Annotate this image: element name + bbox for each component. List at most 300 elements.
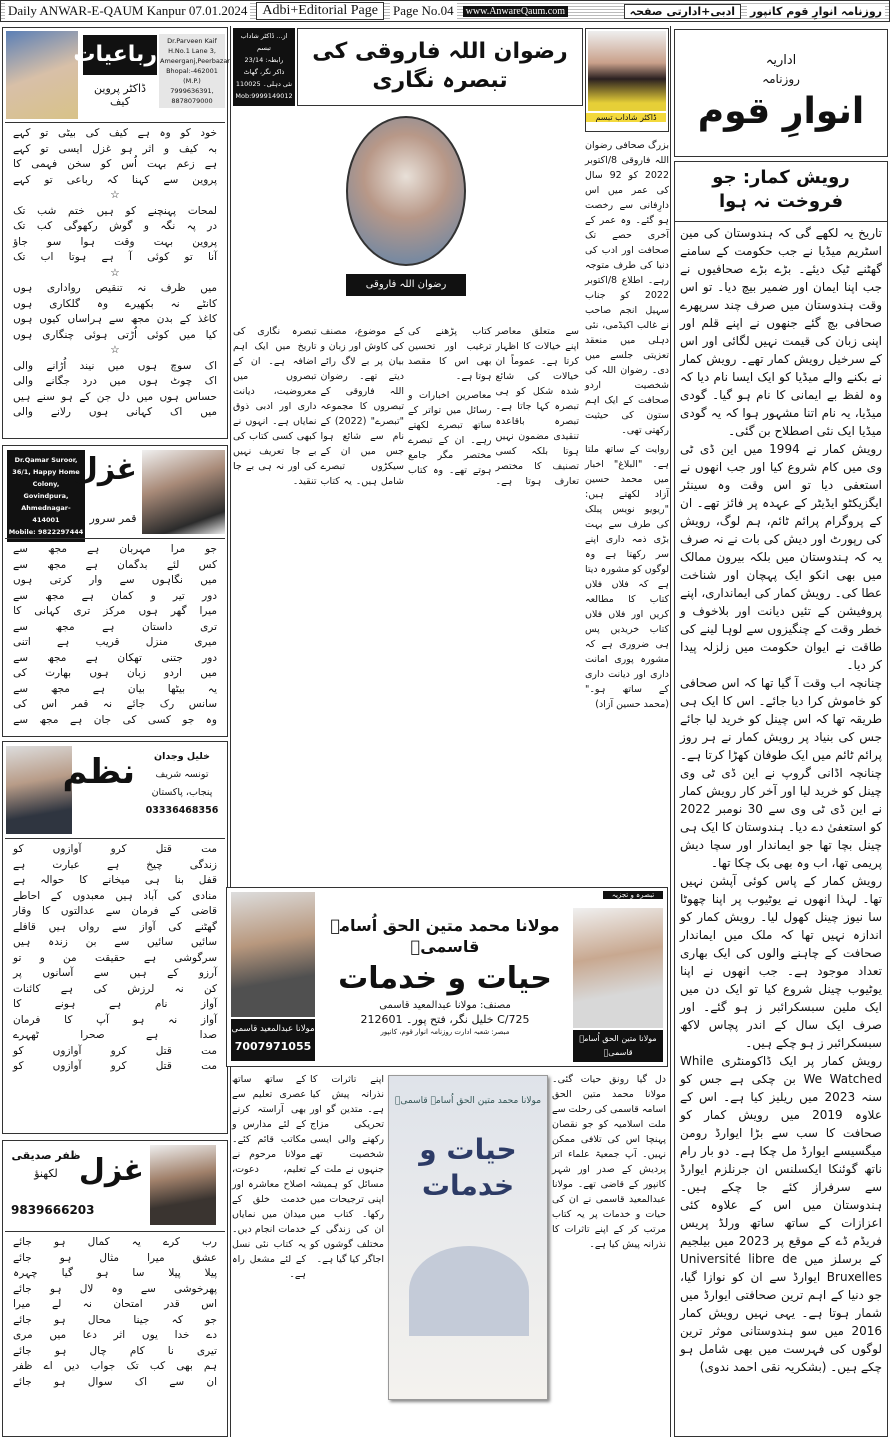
poem-word: معبدوں	[72, 889, 105, 902]
poem-word: رواں	[78, 920, 100, 933]
poem-word: بدن	[156, 313, 173, 325]
poem-word: میری	[194, 636, 217, 648]
poem-word: کرو	[110, 1044, 127, 1057]
poem-word: نام	[154, 998, 168, 1010]
poem-word: ہیں	[129, 967, 147, 979]
poem-word: اثر	[142, 142, 155, 155]
poem-word: سے	[119, 574, 135, 586]
poem-word: ہیں	[13, 390, 31, 403]
ghazal-poem	[5, 538, 225, 731]
poem-word: غزل	[92, 142, 112, 155]
nazm-poem	[5, 838, 225, 1078]
poem-word: تیر	[172, 589, 185, 602]
poem-word: کرو	[110, 1060, 127, 1072]
poem-word: کی	[85, 127, 100, 139]
poem-word: آوازوں	[52, 1060, 82, 1072]
poem-word: تو	[13, 951, 22, 964]
poem-word: ہونے	[54, 998, 76, 1010]
poem-word: سے	[93, 967, 109, 979]
poem-word: کیف	[179, 142, 199, 155]
poem-word: سے	[13, 543, 28, 555]
poet-details	[139, 748, 225, 820]
poem-word: میخانے	[102, 874, 131, 886]
poem-word: یوں	[141, 1329, 158, 1341]
poem-word: بنا	[174, 874, 184, 886]
poem-word: بہ	[207, 142, 217, 155]
poem-word: ہوں	[137, 359, 158, 372]
poem-word: والی	[13, 375, 34, 387]
poem-word: کو	[13, 843, 24, 855]
poem-word: کہ	[171, 1313, 183, 1326]
poem-word: بیٹھا	[167, 682, 186, 695]
poem-word: میں	[200, 574, 217, 586]
poem-word: قتل	[155, 843, 172, 855]
poem-word: ہے	[204, 158, 217, 170]
poem-word: سے	[13, 558, 28, 571]
poem-word: سخن	[67, 158, 91, 170]
poem-word: قدر	[164, 1298, 180, 1310]
poem-word: مرکز	[103, 605, 126, 617]
poem-word: ان	[206, 1375, 217, 1388]
section-title: نظم	[62, 752, 135, 792]
poem-word: کی	[13, 667, 27, 679]
poem-line	[13, 1297, 217, 1313]
poem-word: سے	[13, 682, 29, 695]
separator-star: ☆	[110, 344, 120, 356]
article-paragraph: بزرگ صحافی رضوان اللہ فاروقی 8/اکتوبر 2022 کو 92 سال کی عمر میں اس دارِفانی سے رخصت ہو گئے۔ وہ عمر کے آخری حصے تک صحافت اور ادب کی دنیا کی طرف متوجہ رہے۔ اطلاع 8/اکتوبر 2022 کو جناب سہیل انجم صاحب نے غالب اکیڈمی، نئی دہلی میں منعقد تعزیتی جلسے میں دی۔ رضوان اللہ کی شخصیت اردو صحافت کے ایک اہم ستون کی حیثیت رکھتی تھی۔	[585, 140, 669, 436]
subject-photo	[346, 116, 466, 266]
reviewer: مبصر: شعبہ ادارت روزنامہ انوار قوم، کانپور	[380, 1028, 510, 1037]
poem-word: آوازوں	[52, 843, 82, 855]
poem-word: ہو	[61, 390, 73, 403]
poem-word: پر	[13, 967, 22, 979]
editorial-body	[675, 222, 887, 1378]
byline-line: نئی دہلی۔ 110025	[235, 80, 293, 88]
poem-word: و	[150, 589, 156, 602]
poem-word: سے	[163, 173, 179, 186]
poem-word: ہو	[59, 1251, 72, 1264]
poem-word: ہراساں	[67, 313, 103, 325]
poem-word: تو	[184, 251, 193, 263]
poem-word: سرگوشی	[174, 951, 217, 964]
poem-word: سے	[112, 920, 127, 933]
poem-word: جواب	[90, 1360, 116, 1372]
poem-word: چال	[89, 1344, 107, 1357]
address-line: Mobile: 9822297444	[8, 528, 84, 536]
ghazal-zafar-section	[2, 1140, 228, 1437]
article-headline: رضوان اللہ فاروقی کی تبصرہ نگاری	[312, 39, 568, 93]
poet-country: پنجاب، پاکستان	[151, 787, 213, 798]
poem-word: کہانی	[126, 406, 153, 418]
ghazal-poem	[5, 1231, 225, 1393]
poem-word: کو	[180, 127, 191, 139]
editorial-paragraph: رویش کمار پر ایک ڈاکومنٹری While We Watched بن چکی ہے جس کو سنہ 2023 میں ریلیز کیا ہے۔ اس کے علاوہ 2019 میں رویش کمار کو صحافت کا سب سے بڑا ایوارڈ رومن میگسیسے ایوارڈ مل چکا ہے۔ دو بار رام ناتھ گوئنکا ایکسلنس ان جرنلزم ایوارڈ سے سرفراز کئے جا چکے ہیں۔ ہندوستان میں اس کے علاوہ کئی اعزازات کے ساتھ ساتھ ورلڈ پریس فریڈم ڈے کے موقع پر 2023 میں بیلجیم کے برسلز میں Université libre de Bruxelles ایوارڈ سے ان کو نوازا گیا، جو دنیا کے اہم ترین صحافتی ایوارڈ میں شمار ہوتا ہے۔ یہی نہیں رویش کمار 2016 میں سو ہندوستانی موثر ترین لوگوں کی فہرست میں بھی شامل ہو چکے ہیں۔ (بشکریہ نقی احمد ندوی)	[680, 1053, 883, 1374]
poem-line	[13, 1059, 217, 1075]
poem-word: کن	[204, 982, 217, 995]
poem-line	[13, 858, 217, 874]
poem-line	[13, 1235, 217, 1251]
poem-word: میرا	[199, 605, 217, 617]
poem-word: یہ	[131, 1236, 141, 1248]
poem-line	[13, 328, 217, 344]
poem-word: گھر	[170, 605, 187, 617]
poem-line	[13, 359, 217, 375]
poem-word: و	[39, 951, 45, 964]
kicker: تبصرہ و تجزیہ	[603, 891, 663, 899]
paper-name: انوارِ قوم	[697, 90, 865, 132]
poem-word: منزل	[145, 636, 168, 648]
poem-word: ہے	[143, 951, 157, 964]
poem-word: کی	[13, 698, 27, 710]
poem-word: وقت	[114, 235, 135, 248]
poem-line	[13, 173, 217, 189]
poem-word: ٹھہرے	[13, 1029, 39, 1041]
poem-word: پیلا	[204, 1267, 217, 1279]
poem-word: کوئی	[146, 328, 169, 341]
poet-photo	[142, 450, 225, 534]
poem-word: قتل	[155, 1044, 172, 1057]
poem-word: عشق	[192, 1251, 217, 1264]
address-line: H.No.1 Lane 3,	[168, 47, 216, 55]
address-line: 7999636391,	[170, 87, 214, 95]
poem-word: کا	[13, 158, 22, 170]
poem-word: ہو	[49, 1282, 62, 1295]
poem-word: ہو	[132, 1013, 145, 1026]
poem-word: خود	[200, 127, 217, 139]
poem-word: کو	[125, 204, 136, 217]
poem-line	[13, 697, 217, 713]
book-cover-title: حیات و خدمات	[419, 1133, 517, 1203]
editorial-masthead	[674, 29, 888, 157]
article-paragraph: کے ساتھ ساتھ عصری تعلیم سے بھی آراستہ کرنے کے لئے مدارس و مکاتب قائم کئے۔ مولانا مرحوم نے تعلیم، دعوت، اصلاح معاشرہ اور خدمت خلق کے میدان میں نمایاں خدمات انجام دیں۔ یہ کتاب نئی نسل کے لئے مشعل راہ ہے۔	[232, 1074, 306, 1280]
poem-word: جو	[205, 543, 217, 555]
section-title: غزل	[71, 452, 137, 487]
poem-line	[13, 1251, 217, 1267]
poem-word: رلانے	[50, 406, 71, 418]
column-divider	[230, 26, 231, 1437]
poem-word: جتنی	[161, 651, 183, 664]
poem-word: کہنا	[131, 173, 150, 186]
poem-word: سنے	[36, 390, 55, 403]
poem-word: ہے	[102, 620, 115, 633]
poem-word: قفل	[198, 874, 217, 886]
poet-place: لکھنؤ	[34, 1167, 58, 1180]
poem-word: میں	[200, 282, 217, 294]
poem-word: ظرف	[160, 282, 186, 294]
poem-word: ہوا	[80, 235, 95, 248]
poem-line	[13, 281, 217, 297]
poem-word: سائیں	[147, 936, 174, 948]
poem-word: کو	[100, 158, 112, 170]
poem-word: بہت	[153, 235, 174, 248]
poem-word: چہرہ	[13, 1267, 38, 1279]
poem-word: رکھوگی	[63, 220, 98, 232]
poem-word: من	[63, 951, 77, 964]
poem-word: کا	[79, 874, 88, 886]
daily-label: روزنامہ	[762, 71, 800, 86]
poem-word: ہے	[85, 651, 99, 664]
poem-word: چوٹ	[170, 375, 193, 387]
poet-address	[159, 34, 230, 108]
poem-word: سے	[13, 589, 28, 602]
poem-word: جاؤ	[13, 235, 28, 248]
poem-word: کیف	[108, 127, 128, 139]
poet-photo	[6, 31, 78, 119]
poem-word: حقیقت	[94, 951, 126, 964]
poem-word: نگاہوں	[151, 574, 183, 586]
poem-word: کے	[167, 967, 179, 979]
poem-line	[13, 142, 217, 158]
poem-word: سے	[105, 905, 121, 917]
subject-caption: رضوان اللہ فاروقی	[346, 274, 466, 296]
poem-line	[13, 666, 217, 682]
article-headline-box	[297, 28, 583, 106]
poem-word: ہے	[13, 874, 26, 886]
poem-word: خدا	[174, 1329, 190, 1341]
poet-photo	[150, 1145, 216, 1225]
farooqui-article	[233, 28, 669, 883]
poem-word: کی	[93, 982, 108, 995]
poem-word: نہ	[170, 297, 180, 310]
article-subheadline: حیات و خدمات	[338, 961, 552, 997]
section-title: رباعیات	[83, 35, 157, 75]
poem-word: میں	[200, 406, 217, 418]
poem-word: ہے	[85, 558, 98, 571]
poem-word: کس	[198, 558, 217, 571]
poem-word: جن	[96, 390, 112, 403]
poem-word: مرا	[170, 543, 186, 555]
poem-word: کی	[168, 920, 183, 933]
poem-word: سے	[13, 651, 29, 664]
poem-line	[13, 1359, 217, 1375]
poem-word: بکھیرے	[125, 297, 154, 310]
book-author: مصنف: مولانا عبدالمعید قاسمی	[379, 1000, 511, 1012]
editorial-paragraph: رویش کمار نے 1994 میں این ڈی ٹی وی میں کام شروع کیا اور جب انھوں نے استعفی دیا تو اس وقت وہ سینئر ایگزیکٹو ایڈیٹر کے عہدہ پر فائز تھے۔ ان کے پروگرام پرائم ٹائم، ہم لوگ، رویش کی رپورٹ اور دیش کی بات نے نہ صرف یہ کہ ہندوستان میں بلکہ بیرون ممالک میں بھی انکو ایک پہچان اور شناخت عطا کی۔ رویش کمار کی ایمانداری، اپنے پروفیشن کے تئیں دیانت اور بلاخوف و خطر وقت کے چنگیزوں سے لوہا لینے کی طاقت نے ایوان حکومت میں زلزلہ پیدا کر دیا۔	[680, 441, 882, 672]
poem-line	[13, 935, 217, 951]
poem-word: زندہ	[48, 936, 68, 948]
poem-word: جائے	[13, 1313, 32, 1326]
poem-word: ظفر	[13, 1360, 33, 1372]
website-link[interactable]: www.AnwareQaum.com	[463, 6, 568, 17]
poem-word: ہوئی	[84, 328, 108, 341]
separator-star: ☆	[110, 189, 120, 201]
nazm-section	[2, 741, 228, 1134]
article-columns	[233, 324, 579, 489]
poem-line	[13, 157, 217, 173]
book-address: C/725 خلیل نگر، فتح پور۔ 212601	[360, 1013, 530, 1027]
poem-word: کام	[129, 1344, 145, 1357]
poem-word: کی	[167, 889, 182, 902]
poem-word: وہ	[96, 297, 109, 310]
poem-word: سے	[114, 936, 130, 948]
poem-word: سوچ	[170, 359, 192, 372]
byline-line: ذاکر نگر، گھاٹ	[243, 68, 285, 76]
poem-word: ہم	[203, 1360, 217, 1372]
poem-word: صدا	[199, 1029, 217, 1041]
poem-line	[13, 558, 217, 574]
poem-word: جائے	[13, 1251, 32, 1264]
editorial-article	[674, 161, 888, 1437]
poem-word: جائے	[126, 698, 146, 710]
poem-word: اک	[134, 1375, 148, 1388]
poem-word: جائے	[13, 1236, 32, 1248]
poem-word: آسانوں	[42, 967, 74, 979]
poem-word: اس	[41, 698, 58, 710]
poem-word: لرزش	[127, 982, 155, 995]
poem-line	[13, 297, 217, 313]
poem-word: اتنی	[13, 636, 31, 648]
poem-word: مثال	[99, 1251, 120, 1264]
poem-word: یہ	[207, 682, 217, 695]
poem-word: سے	[13, 713, 29, 726]
poem-word: گلکاری	[49, 297, 80, 310]
poem-word: ہے	[145, 1029, 159, 1041]
poem-line	[13, 842, 217, 858]
poem-word: پیلا	[168, 1267, 181, 1279]
poem-word: مت	[201, 843, 217, 855]
poet-name: خلیل وجدان	[154, 751, 210, 762]
poem-word: تک	[13, 204, 26, 217]
subject-caption: مولانا متین الحق اُسامہ قاسمیؒ	[573, 1030, 663, 1062]
poem-word: بیان	[127, 682, 145, 695]
poem-word: کرے	[162, 1236, 180, 1248]
poem-word: تری	[200, 620, 217, 633]
poem-word: عدالتوں	[60, 905, 96, 917]
poem-word: چنگاری	[42, 328, 75, 341]
column-divider	[670, 26, 671, 1437]
poem-word: مت	[201, 1060, 217, 1072]
poem-line	[13, 635, 217, 651]
poem-word: تک	[126, 1360, 139, 1372]
poem-word: آواز	[201, 998, 217, 1010]
poem-word: مری	[13, 1329, 33, 1341]
poem-line	[13, 1266, 217, 1282]
editorial-headline: رویش کمار: جو فروخت نہ ہوا	[675, 162, 887, 222]
poem-word: پہ	[186, 220, 196, 232]
poem-word: ہو	[54, 1344, 67, 1357]
poem-word: ہو	[121, 142, 133, 155]
poem-line	[13, 1044, 217, 1060]
address-line: 36/1, Happy Home	[12, 468, 80, 476]
poem-word: ہو	[53, 1375, 66, 1388]
poem-word: کے	[79, 390, 91, 403]
poem-word: شب	[37, 204, 57, 217]
poem-word: تک	[13, 251, 26, 263]
poem-word: آنا	[207, 251, 217, 263]
poem-line	[13, 219, 217, 235]
author-photo-box	[585, 28, 669, 132]
poem-word: دل	[117, 390, 130, 403]
poem-word: تو	[39, 127, 49, 139]
poem-word: مجھ	[47, 651, 67, 664]
poem-word: قاضی	[191, 905, 217, 917]
address-line: Ahmednagar- 414001	[21, 504, 71, 524]
poem-word: تری	[73, 605, 91, 617]
poem-word: قریب	[95, 636, 120, 648]
poem-line	[13, 1328, 217, 1344]
poet-name: ڈاکٹر پروین کیف	[94, 82, 146, 108]
poem-word: ہو	[53, 1236, 66, 1248]
poem-word: گیا	[61, 1267, 73, 1279]
poem-word: ہے	[69, 713, 83, 726]
section-title: غزل	[78, 1153, 144, 1188]
poem-word: کو	[13, 1060, 24, 1072]
byline-line: رابطہ: 23/14	[244, 56, 284, 64]
poem-word: کہے	[13, 142, 31, 155]
poem-word: ہیں	[13, 936, 31, 948]
article-paragraph: روایت کے ساتھ ملتا ہے۔ "البلاغ" اخبار میں محمد حسین آزاد لکھتے ہیں: "ریویو نویس پبلک کی طرف سے بہت بڑی ذمہ داری اپنے سر رکھتا ہے وہ لوگوں کو مشورہ دیتا ہے کہ فلاں فلاں کتاب کا مطالعہ کریں اور فلاں فلاں کتاب خریدیں پس ہی ضروری ہے کہ مشورہ پوری امانت داری اور دیانت داری کے ساتھ ہو۔" (محمد حسین آزاد)	[585, 444, 669, 710]
poem-word: جو	[205, 1313, 217, 1326]
article-paragraph: دل گیا رونق حیات گئی۔ مولانا محمد متین الحق اسامہ قاسمی کی رحلت سے ملت اسلامیہ کو جو نقصان پہنچا اس کی تلافی ممکن نہیں۔ آپ جمعیۃ علماء اتر پردیش کے صدر اور شہر کانپور کے قاضی تھے۔ مولانا عبدالمعید قاسمی نے ان کی حیات و خدمات پر یہ کتاب مرتب کر کے اپنے تاثرات کا نذرانہ پیش کیا ہے۔	[552, 1074, 666, 1250]
poem-word: اک	[204, 375, 217, 387]
poem-word: کانٹے	[196, 297, 217, 310]
poem-word: ہے	[60, 982, 74, 995]
poet-place: تونسہ شریف	[155, 769, 209, 780]
poem-word: دعا	[82, 1329, 97, 1341]
poem-word: وقار	[13, 905, 32, 917]
paper-date: Daily ANWAR-E-QAUM Kanpur 07.01.2024	[5, 3, 250, 19]
poem-word: و	[164, 142, 170, 155]
poem-word: داستان	[142, 620, 173, 633]
poem-word: قافلے	[13, 920, 36, 933]
poem-word: کیوں	[39, 313, 61, 325]
poem-line	[13, 951, 217, 967]
address-line: Dr.Parveen Kaif	[167, 37, 217, 45]
poem-word: مجھ	[47, 543, 68, 555]
poem-word: مجھ	[45, 589, 65, 602]
page-header	[0, 0, 890, 22]
poem-word: ہوں	[138, 375, 158, 387]
poem-word: سے	[169, 1375, 185, 1388]
poem-word: میرا	[13, 1298, 31, 1310]
poem-word: رباعی	[66, 173, 93, 186]
poem-word: کے	[50, 889, 62, 902]
poem-word: آواز	[201, 1013, 217, 1026]
poem-word: کمان	[111, 589, 134, 602]
poem-word: جو	[182, 713, 195, 726]
poem-word: کب	[149, 1360, 166, 1372]
poem-word: ہوں	[88, 406, 109, 418]
poem-word: بھی	[176, 1360, 193, 1372]
poem-word: جائے	[13, 1282, 32, 1295]
poem-line	[13, 589, 217, 605]
poem-word: قتل	[155, 1060, 172, 1072]
poem-word: ایسی	[58, 142, 83, 155]
poem-word: والی	[13, 359, 34, 372]
poem-word: اُڑانے	[46, 359, 67, 372]
poem-word: اثر	[113, 1329, 126, 1341]
poem-word: ہے	[87, 543, 100, 555]
poem-word: کہ	[106, 173, 118, 186]
poem-word: ہو	[96, 1267, 109, 1279]
poem-line	[13, 126, 217, 142]
masthead-urdu: روزنامہ انوارِ قوم کانپور	[747, 5, 885, 18]
poem-word: کو	[13, 1044, 24, 1057]
poem-word: میں	[109, 375, 127, 387]
book-review-titles	[319, 890, 571, 1062]
poem-line	[13, 573, 217, 589]
subject-photo	[573, 908, 663, 1028]
book-cover-subtitle: مولانا محمد متین الحق اُسامہ قاسمیؒ	[394, 1096, 542, 1106]
rubaiyat-section	[2, 27, 228, 439]
poem-line	[13, 713, 217, 729]
poem-word: تیری	[196, 1344, 217, 1357]
poem-word: ہوں	[13, 574, 33, 586]
poem-word: تک	[13, 220, 26, 232]
article-headline: مولانا محمد متین الحق اُسامہ قاسمیؒ	[330, 915, 560, 956]
ghazal-qamar-section	[2, 445, 228, 737]
poem-word: ہے	[92, 682, 106, 695]
